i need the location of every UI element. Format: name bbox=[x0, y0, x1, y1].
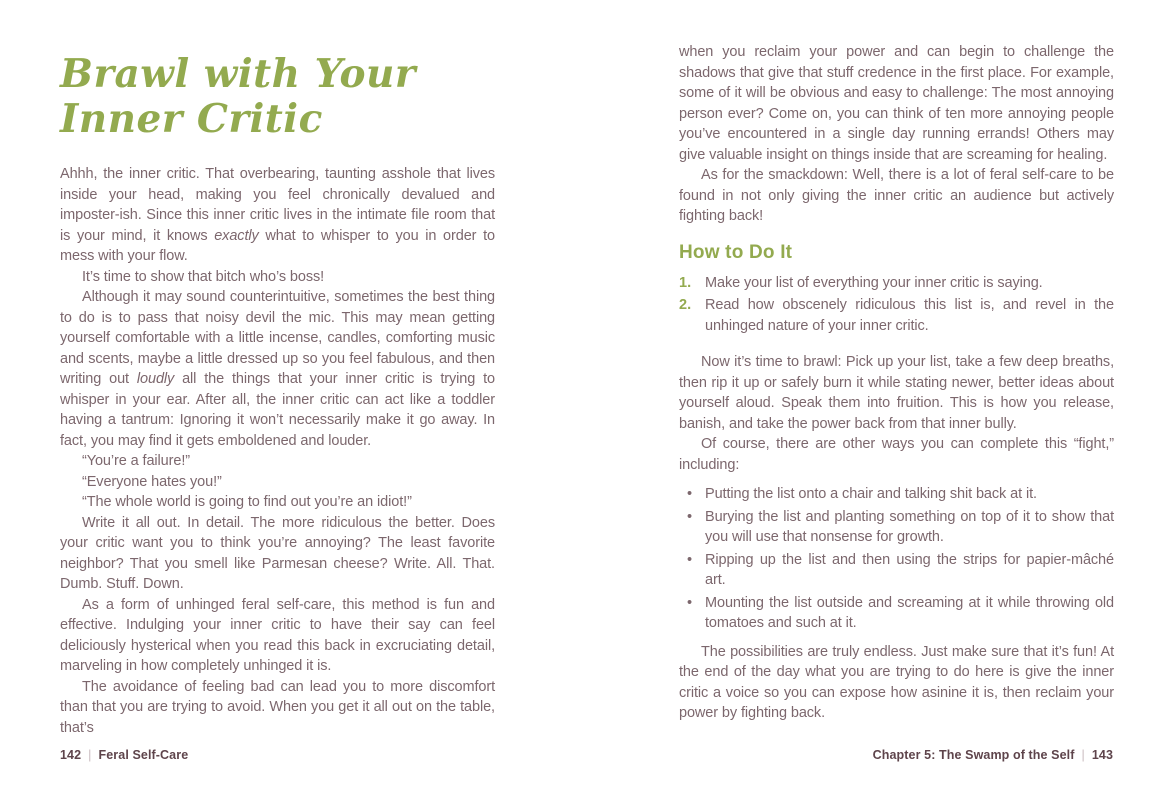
chapter-footer: Chapter 5: The Swamp of the Self bbox=[872, 748, 1075, 762]
bullet-icon: • bbox=[687, 594, 693, 611]
bullet-icon: • bbox=[687, 551, 693, 568]
inner-critic-quote: “The whole world is going to find out you’re an idiot!” bbox=[82, 494, 412, 510]
bullet-text: Mounting the list outside and screaming at it while throwing old tomatoes and such at it. bbox=[705, 594, 1114, 631]
paragraph-italic-word: loudly bbox=[136, 371, 175, 387]
paragraph bbox=[60, 164, 495, 267]
step-item bbox=[679, 295, 1114, 336]
bullet-text: Burying the list and planting something on top of it to show that you will use that nonsense for growth. bbox=[705, 508, 1114, 545]
paragraph: when you reclaim your power and can begin to challenge the shadows that give that stuff credence in the first place. For example, some of it will be obvious and easy to challenge: The most annoying person ever? Come on, you can think of ten more annoying people you’ve encountered in a single day running errands! Others may give valuable insight on things inside that are screaming for healing. bbox=[679, 44, 1114, 163]
paragraph bbox=[60, 287, 495, 451]
section-heading-how-to-do-it: How to Do It bbox=[679, 241, 793, 263]
paragraph: As a form of unhinged feral self-care, this method is fun and effective. Indulging your inner critic to have their say can feel deliciously hysterical when you read this back in excruciating detail, marveling in how completely unhinged it is. bbox=[60, 596, 495, 674]
page-number: 143 bbox=[1091, 748, 1113, 762]
paragraph-text: Although it may sound counterintuitive, sometimes the best thing to do is to pass that noisy devil the mic. This may mean getting yourself comfortable with a little incense, candles, comforting music and scents, maybe a little dressed up so you feel fabulous, and then writing out bbox=[60, 289, 495, 387]
step-number: 1. bbox=[679, 274, 692, 291]
paragraph: Now it’s time to brawl: Pick up your list, take a few deep breaths, then rip it up or safely burn it while stating newer, better ideas about yourself aloud. Speak them into fruition. This is how you release, banish, and take the power back from that inner bully. bbox=[679, 354, 1114, 432]
chapter-title-line1: Brawl with Your bbox=[60, 51, 416, 97]
page-right bbox=[679, 42, 1114, 724]
step-text: Read how obscenely ridiculous this list is, and revel in the unhinged nature of your inner critic. bbox=[705, 297, 1114, 334]
bullet-item bbox=[679, 550, 1114, 591]
footer-left bbox=[60, 748, 188, 762]
bullet-icon: • bbox=[687, 486, 693, 502]
bullet-icon: • bbox=[687, 508, 693, 525]
paragraph: The possibilities are truly endless. Just make sure that it’s fun! At the end of the day what you are trying to do here is give the inner critic a voice so you can expose how asinine it is, then reclaim your power by fighting back. bbox=[679, 643, 1114, 721]
paragraph: Write it all out. In detail. The more ridiculous the better. Does your critic want you to think you’re annoying? The least favorite neighbor? That you smell like Parmesan cheese? Write. All. That. Dumb. Stuff. Down. bbox=[60, 514, 495, 592]
paragraph-text: Ahhh, the inner critic. That overbearing, taunting asshole that lives inside your head, making you feel chronically devalued and imposter-ish. Since this inner critic lives in the intimate file room that is your mind, it knows bbox=[60, 166, 495, 244]
inner-critic-quote: “You’re a failure!” bbox=[82, 453, 190, 469]
page-number: 142 bbox=[60, 748, 82, 762]
footer-right bbox=[873, 748, 1113, 762]
paragraph-text: what to whisper to you in order to mess with your flow. bbox=[60, 227, 495, 264]
step-number: 2. bbox=[679, 297, 692, 313]
footer-divider: | bbox=[88, 748, 92, 762]
paragraph-text: all the things that your inner critic is trying to whisper in your ear. After all, the inner critic can act like a toddler having a tantrum: Ignoring it won’t necessarily make it go away. In fact, you may find it gets emboldened and louder. bbox=[60, 371, 496, 449]
bullet-item bbox=[679, 507, 1114, 548]
step-text: Make your list of everything your inner critic is saying. bbox=[705, 274, 1043, 291]
bullet-text: Putting the list onto a chair and talking shit back at it. bbox=[705, 486, 1037, 502]
step-item bbox=[679, 273, 1114, 294]
paragraph: Of course, there are other ways you can complete this “fight,” including: bbox=[679, 436, 1114, 473]
bullet-text: Ripping up the list and then using the strips for papier-mâché art. bbox=[705, 551, 1114, 588]
bullet-list bbox=[679, 484, 1114, 634]
page-left bbox=[60, 46, 495, 738]
chapter-title-line2: Inner Critic bbox=[60, 96, 323, 142]
chapter-title bbox=[60, 52, 495, 142]
paragraph: It’s time to show that bitch who’s boss! bbox=[82, 268, 325, 285]
book-title-footer: Feral Self-Care bbox=[98, 748, 189, 762]
bullet-item bbox=[679, 593, 1114, 634]
numbered-step-list bbox=[679, 273, 1114, 337]
bullet-item bbox=[679, 484, 1114, 505]
paragraph-italic-word: exactly bbox=[214, 227, 259, 244]
paragraph: The avoidance of feeling bad can lead you to more discomfort than that you are trying to avoid. When you get it all out on the table, that’s bbox=[60, 678, 495, 736]
inner-critic-quote: “Everyone hates you!” bbox=[82, 473, 222, 490]
footer-divider: | bbox=[1081, 748, 1085, 762]
paragraph: As for the smackdown: Well, there is a lot of feral self-care to be found in not only giving the inner critic an audience but actively fighting back! bbox=[679, 167, 1114, 224]
